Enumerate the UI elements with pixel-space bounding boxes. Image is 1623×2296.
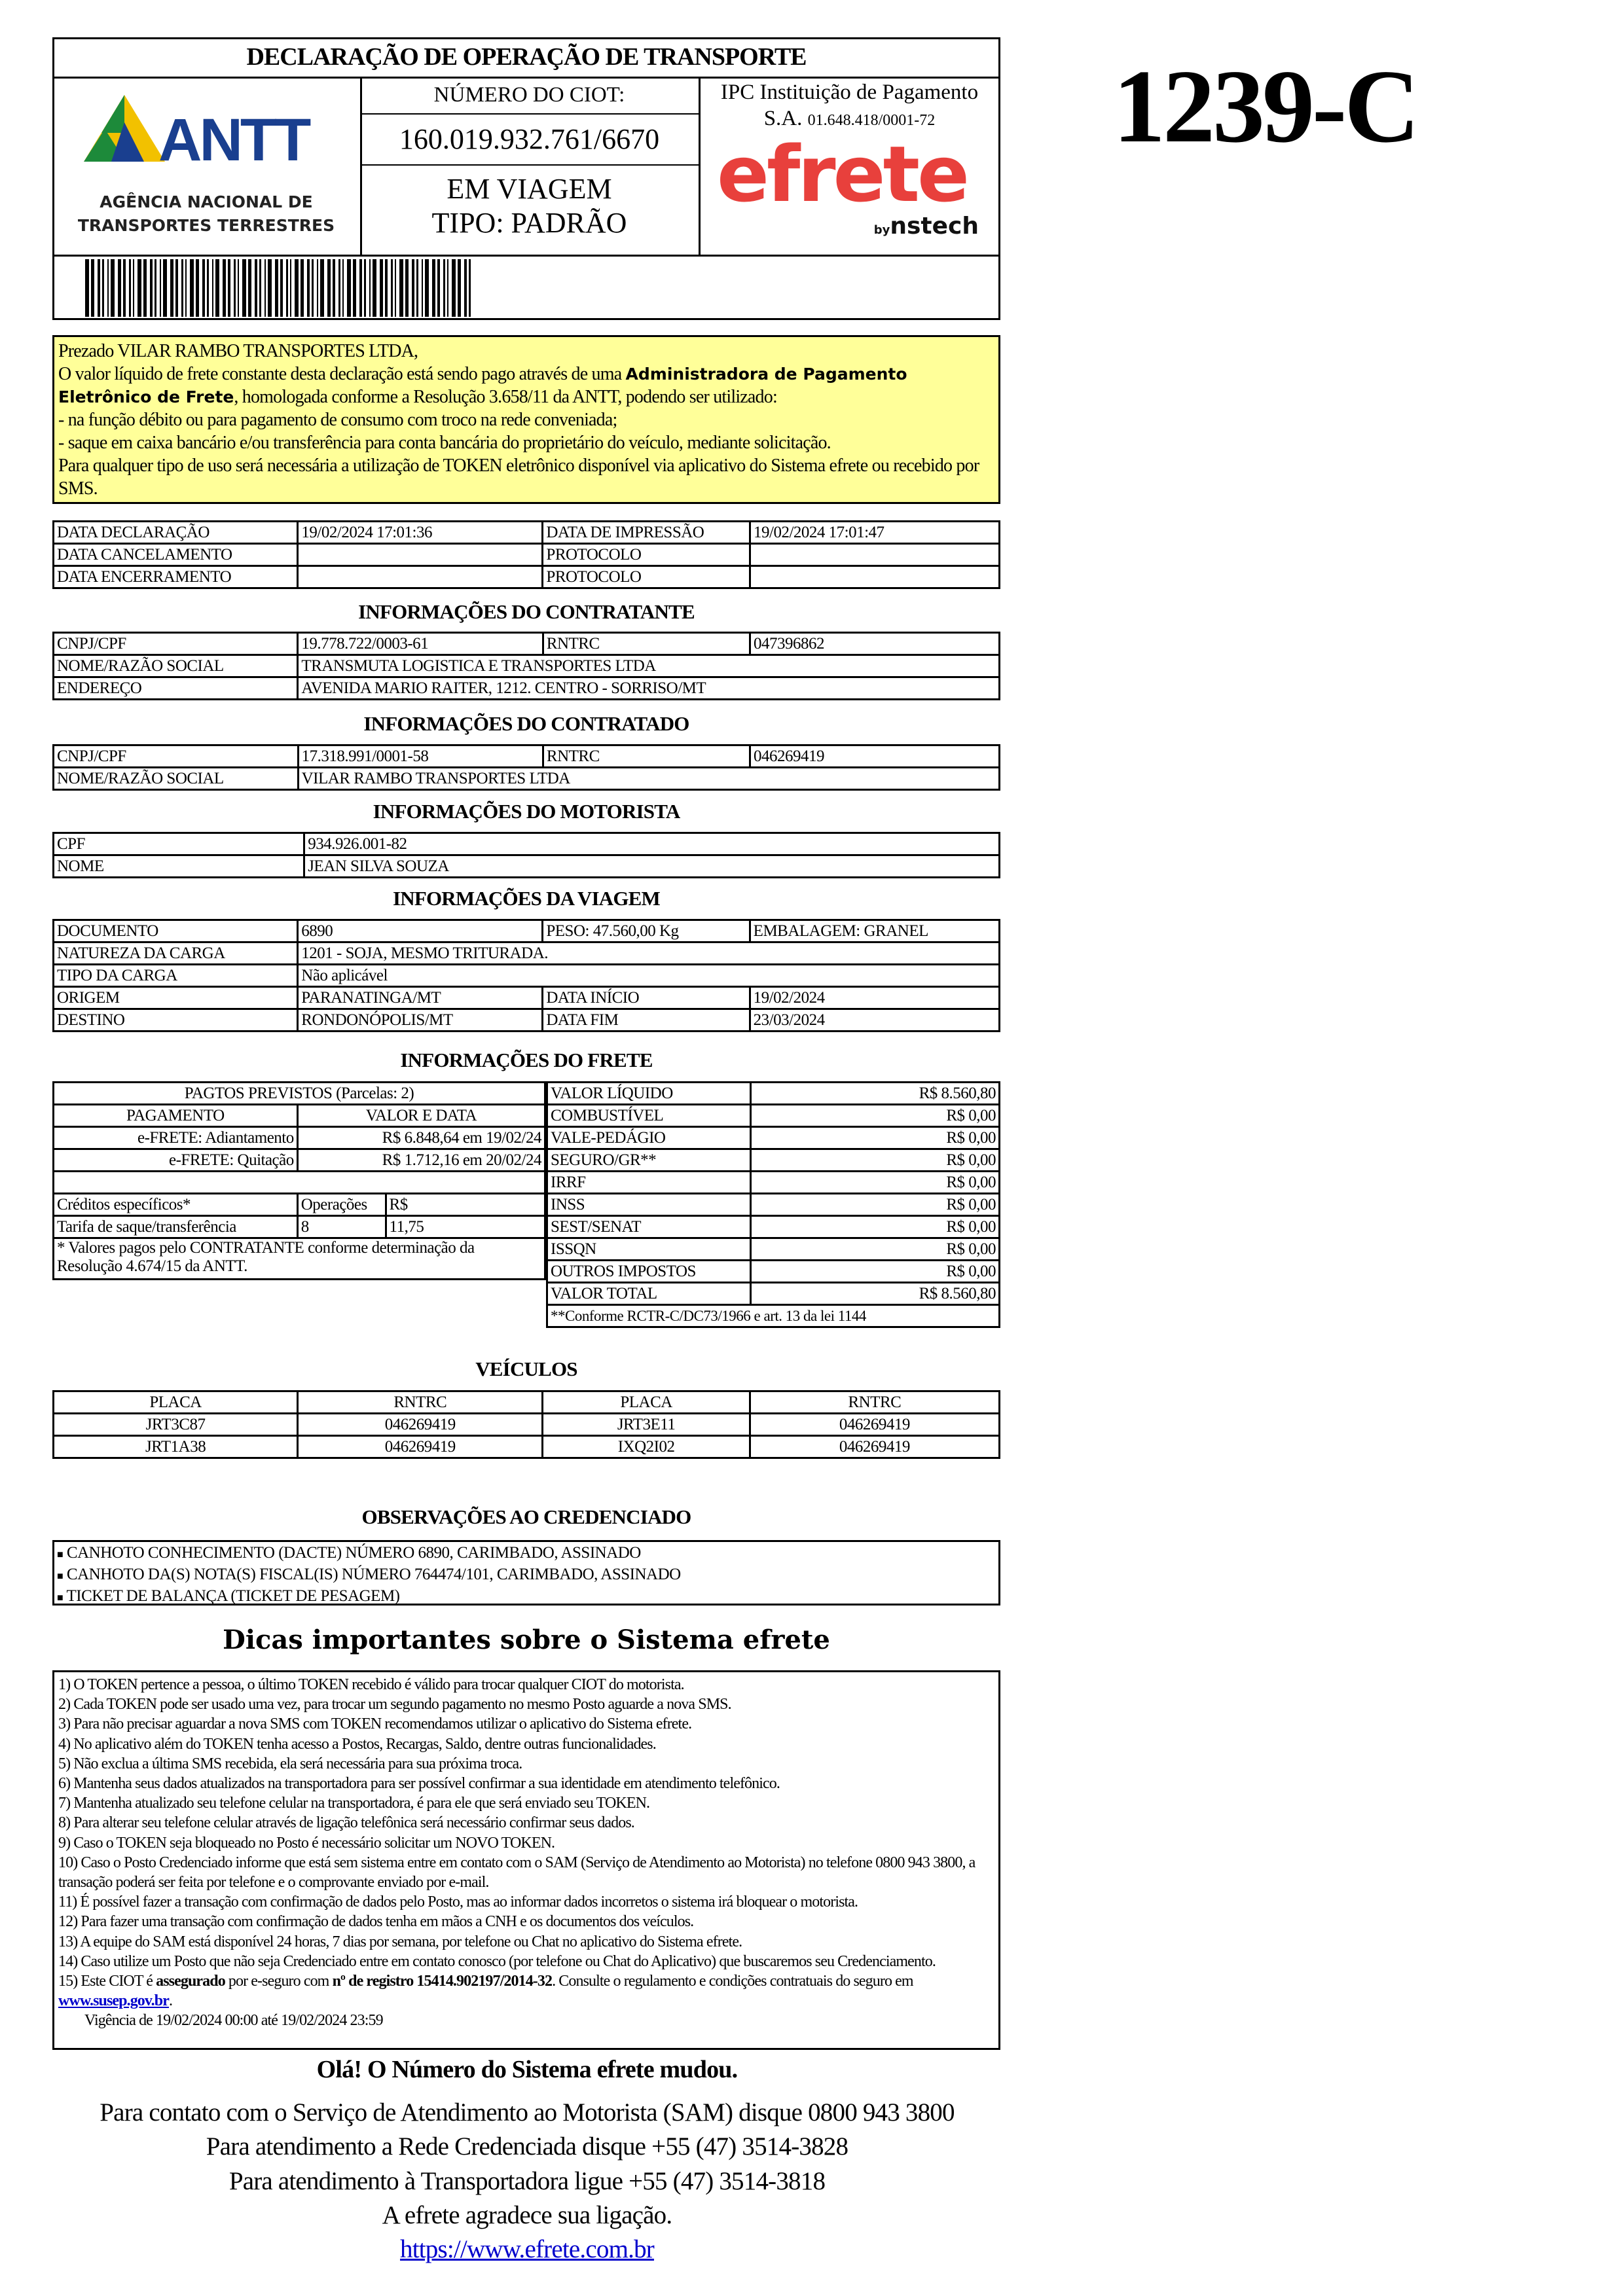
- barcode-bar: [416, 259, 418, 317]
- section-title-motorista: INFORMAÇÕES DO MOTORISTA: [373, 800, 680, 823]
- table-cell: VILAR RAMBO TRANSPORTES LTDA: [298, 768, 999, 790]
- table-row: [54, 1127, 545, 1149]
- ciot-number: 160.019.932.761/6670: [360, 115, 699, 166]
- table-cell: **Conforme RCTR-C/DC73/1966 e art. 13 da lei 1144: [547, 1305, 1000, 1327]
- observacoes-box: [52, 1540, 1000, 1605]
- list-item: ■ TICKET DE BALANÇA (TICKET DE PESAGEM): [57, 1587, 400, 1605]
- table-cell: OUTROS IMPOSTOS: [547, 1261, 751, 1283]
- table-cell: 047396862: [750, 633, 999, 655]
- table-row: [54, 677, 1000, 700]
- list-item: 3) Para não precisar aguardar a nova SMS com TOKEN recomendamos utilizar o aplicativo do Sistema efrete.: [58, 1715, 692, 1733]
- ipc-panel: [699, 77, 1000, 255]
- table-row: [547, 1194, 1000, 1216]
- table-cell: [750, 566, 1000, 588]
- list-item: 9) Caso o TOKEN seja bloqueado no Posto é necessário solicitar um NOVO TOKEN.: [58, 1834, 555, 1852]
- table-cell: Créditos específicos*: [54, 1194, 298, 1216]
- footer-headline: Olá! O Número do Sistema efrete mudou.: [316, 2056, 738, 2083]
- table-cell: R$ 8.560,80: [751, 1083, 1000, 1105]
- table-cell: R$ 1.712,16 em 20/02/24: [297, 1149, 545, 1172]
- barcode-bar: [422, 259, 423, 317]
- barcode-bar: [175, 259, 178, 317]
- table-cell: CNPJ/CPF: [54, 745, 299, 768]
- ciot-panel: [360, 77, 701, 255]
- table-row: [547, 1261, 1000, 1283]
- barcode-bar: [107, 259, 109, 317]
- veiculos-table: [52, 1390, 1000, 1459]
- table-cell: JEAN SILVA SOUZA: [304, 855, 1000, 878]
- table-row: [547, 1305, 1000, 1327]
- table-cell: DATA INÍCIO: [543, 987, 750, 1009]
- table-row: [54, 1149, 545, 1172]
- barcode-bar: [150, 259, 153, 317]
- barcode-bar: [123, 259, 126, 317]
- table-row: [54, 920, 1000, 942]
- section-title-observacoes: OBSERVAÇÕES AO CREDENCIADO: [361, 1505, 691, 1528]
- barcode-bar: [286, 259, 288, 317]
- table-row: [54, 655, 1000, 677]
- table-cell: 19/02/2024 17:01:36: [298, 522, 543, 544]
- table-cell: 046269419: [298, 1414, 543, 1436]
- table-cell: VALOR TOTAL: [547, 1283, 751, 1305]
- barcode-bar: [307, 259, 310, 317]
- table-cell: RONDONÓPOLIS/MT: [298, 1009, 543, 1031]
- table-row: [547, 1149, 1000, 1172]
- efrete-website-link[interactable]: https://www.efrete.com.br: [400, 2235, 654, 2263]
- barcode-bar: [364, 259, 366, 317]
- ipc-name: IPC Instituição de Pagamento: [720, 81, 979, 104]
- list-item: 1) O TOKEN pertence a pessoa, o último TOKEN recebido é válido para trocar qualquer CIOT do motorista.: [58, 1676, 684, 1693]
- table-cell: PARANATINGA/MT: [298, 987, 543, 1009]
- list-item: 12) Para fazer uma transação com confirmação de dados tenha em mãos a CNH e os documentos dos veículos.: [58, 1913, 694, 1931]
- barcode-bar: [223, 259, 226, 317]
- table-cell: [750, 544, 1000, 566]
- list-item: 5) Não exclua a última SMS recebida, ela será necessária para sua próxima troca.: [58, 1755, 522, 1772]
- barcode-bar: [228, 259, 230, 317]
- table-cell: IXQ2I02: [543, 1436, 750, 1458]
- list-item: 2) Cada TOKEN pode ser usado uma vez, para trocar um segundo pagamento no mesmo Posto aguarde a nova SMS.: [58, 1696, 731, 1713]
- barcode-bar: [447, 259, 448, 317]
- barcode-bar: [111, 259, 115, 317]
- section-title-contratante: INFORMAÇÕES DO CONTRATANTE: [358, 600, 695, 623]
- table-cell: [298, 566, 543, 588]
- table-cell: EMBALAGEM: GRANEL: [750, 920, 999, 942]
- table-cell: R$ 8.560,80: [751, 1283, 1000, 1305]
- table-cell: 8: [297, 1216, 386, 1238]
- table-cell: PLACA: [543, 1391, 750, 1414]
- svg-text:TRANSPORTES TERRESTRES: TRANSPORTES TERRESTRES: [77, 216, 335, 235]
- barcode-bar: [118, 259, 121, 317]
- ciot-label: NÚMERO DO CIOT:: [360, 77, 699, 115]
- valores-table: [546, 1081, 1000, 1328]
- table-cell: VALE-PEDÁGIO: [547, 1127, 751, 1149]
- barcode-bar: [399, 259, 403, 317]
- table-row: [54, 1391, 1000, 1414]
- barcode-bar: [170, 259, 173, 317]
- table-cell: PAGTOS PREVISTOS (Parcelas: 2): [54, 1083, 545, 1105]
- barcode-bar: [290, 259, 291, 317]
- table-row: [547, 1216, 1000, 1238]
- document-title: DECLARAÇÃO DE OPERAÇÃO DE TRANSPORTE: [52, 37, 1000, 79]
- ipc-line2: S.A. 01.648.418/0001-72: [763, 107, 936, 130]
- table-cell: COMBUSTÍVEL: [547, 1105, 751, 1127]
- table-cell: R$ 0,00: [751, 1127, 1000, 1149]
- barcode-bar: [242, 259, 246, 317]
- table-cell: Não aplicável: [298, 965, 1000, 987]
- table-cell: 19.778.722/0003-61: [298, 633, 543, 655]
- barcode-bar: [133, 259, 134, 317]
- notice-item: - saque em caixa bancário e/ou transferência para conta bancária do proprietário do veículo, mediante solicitação.: [58, 433, 831, 453]
- notice-paragraph: O valor líquido de frete constante desta declaração está sendo pago através de uma Administradora de Pagamento Eletrônico de Frete, homologada conforme a Resolução 3.658/11 da ANTT, podendo ser utilizado:: [58, 364, 907, 407]
- barcode-bar: [259, 259, 261, 317]
- barcode-bar: [437, 259, 440, 317]
- footer-transportadora: Para atendimento à Transportadora ligue +55 (47) 3514-3818: [228, 2167, 826, 2195]
- barcode-bar: [359, 259, 362, 317]
- table-cell: DATA CANCELAMENTO: [54, 544, 298, 566]
- table-row: [54, 1172, 545, 1194]
- table-cell: TIPO DA CARGA: [54, 965, 298, 987]
- table-cell: R$ 0,00: [751, 1216, 1000, 1238]
- susep-link[interactable]: www.susep.gov.br: [58, 1992, 169, 2010]
- barcode-panel: [52, 255, 1000, 322]
- barcode-bar: [238, 259, 239, 317]
- table-row: [54, 942, 1000, 965]
- table-cell: INSS: [547, 1194, 751, 1216]
- ciot-status: EM VIAGEM: [447, 173, 612, 205]
- table-cell: JRT1A38: [54, 1436, 298, 1458]
- table-cell: ISSQN: [547, 1238, 751, 1261]
- square-bullet-icon: ■: [57, 1592, 64, 1604]
- table-row: [54, 987, 1000, 1009]
- table-cell: Tarifa de saque/transferência: [54, 1216, 298, 1238]
- barcode-bar: [163, 259, 167, 317]
- barcode-bar: [207, 259, 209, 317]
- efrete-logo: efrete bynstech: [717, 129, 979, 240]
- square-bullet-icon: ■: [57, 1571, 64, 1582]
- table-cell: CPF: [54, 833, 304, 855]
- table-row: [54, 1238, 545, 1280]
- motorista-table: [52, 832, 1000, 878]
- barcode-bar: [137, 259, 141, 317]
- table-cell: SEST/SENAT: [547, 1216, 751, 1238]
- barcode-bar: [338, 259, 340, 317]
- table-cell: 23/03/2024: [750, 1009, 999, 1031]
- footer-rede: Para atendimento a Rede Credenciada disque +55 (47) 3514-3828: [206, 2132, 848, 2161]
- notice-greeting: Prezado VILAR RAMBO TRANSPORTES LTDA,: [58, 341, 418, 361]
- table-row: [54, 1105, 545, 1127]
- table-cell: ENDEREÇO: [54, 677, 298, 700]
- antt-logo: [52, 77, 360, 255]
- table-row: [54, 1436, 1000, 1458]
- barcode-bar: [301, 259, 304, 317]
- barcode-bar: [275, 259, 278, 317]
- section-title-frete: INFORMAÇÕES DO FRETE: [400, 1049, 653, 1071]
- barcode-bar: [347, 259, 351, 317]
- table-row: [547, 1105, 1000, 1127]
- table-cell: TRANSMUTA LOGISTICA E TRANSPORTES LTDA: [298, 655, 1000, 677]
- table-cell: DATA FIM: [543, 1009, 750, 1031]
- table-cell: 19/02/2024: [750, 987, 999, 1009]
- barcode-bar: [196, 259, 199, 317]
- table-cell: PESO: 47.560,00 Kg: [543, 920, 750, 942]
- barcode-bar: [160, 259, 161, 317]
- barcode-bar: [391, 259, 393, 317]
- notice-item: Para qualquer tipo de uso será necessária a utilização de TOKEN eletrônico disponível via aplicativo do Sistema efrete ou recebido por SMS.: [58, 456, 979, 499]
- section-title-contratado: INFORMAÇÕES DO CONTRATADO: [363, 712, 689, 735]
- list-item: ■ CANHOTO CONHECIMENTO (DACTE) NÚMERO 6890, CARIMBADO, ASSINADO: [57, 1544, 641, 1562]
- barcode-bar: [85, 259, 89, 317]
- table-cell: 046269419: [298, 1436, 543, 1458]
- table-cell: DESTINO: [54, 1009, 298, 1031]
- table-cell: 046269419: [750, 1414, 999, 1436]
- table-row: [54, 833, 1000, 855]
- barcode-bar: [91, 259, 94, 317]
- table-cell: VALOR LÍQUIDO: [547, 1083, 751, 1105]
- barcode-bar: [432, 259, 435, 317]
- table-row: [547, 1127, 1000, 1149]
- contratado-table: [52, 744, 1000, 791]
- barcode-bar: [452, 259, 456, 317]
- barcode-bar: [264, 259, 266, 317]
- barcode-bar: [143, 259, 147, 317]
- barcode-bar: [102, 259, 104, 317]
- table-cell: e-FRETE: Quitação: [54, 1149, 298, 1172]
- barcode-bar: [412, 259, 414, 317]
- dates-table: [52, 520, 1000, 589]
- table-row: [54, 1216, 545, 1238]
- table-row: [54, 633, 1000, 655]
- barcode-bar: [373, 259, 376, 317]
- barcode-bar: [395, 259, 396, 317]
- table-row: [54, 544, 1000, 566]
- table-cell: NOME: [54, 855, 304, 878]
- table-cell: DOCUMENTO: [54, 920, 298, 942]
- table-cell: 17.318.991/0001-58: [298, 745, 543, 768]
- list-item: 13) A equipe do SAM está disponível 24 horas, 7 dias por semana, por telefone ou Chat no aplicativo do Sistema efrete.: [58, 1933, 742, 1950]
- barcode-bar: [312, 259, 314, 317]
- table-row: [54, 522, 1000, 544]
- barcode-bar: [295, 259, 299, 317]
- table-cell: CNPJ/CPF: [54, 633, 298, 655]
- contratante-table: [52, 632, 1000, 700]
- section-title-viagem: INFORMAÇÕES DA VIAGEM: [392, 887, 661, 910]
- table-row: [547, 1283, 1000, 1305]
- table-cell: DATA ENCERRAMENTO: [54, 566, 298, 588]
- table-cell: IRRF: [547, 1172, 751, 1194]
- barcode-bar: [248, 259, 251, 317]
- table-row: [54, 768, 1000, 790]
- footer-sam: Para contato com o Serviço de Atendimento ao Motorista (SAM) disque 0800 943 3800: [100, 2098, 955, 2126]
- table-cell: PROTOCOLO: [543, 544, 750, 566]
- list-item: 11) É possível fazer a transação com confirmação de dados pelo Posto, mas ao informar dados incorretos o sistema irá bloquear o motorista.: [58, 1893, 858, 1911]
- barcode-bar: [353, 259, 356, 317]
- table-cell: RNTRC: [298, 1391, 543, 1414]
- barcode-bar: [255, 259, 257, 317]
- table-row: [547, 1238, 1000, 1261]
- table-cell: R$ 0,00: [751, 1261, 1000, 1283]
- table-row: [547, 1083, 1000, 1105]
- table-cell: * Valores pagos pelo CONTRATANTE conforme determinação da Resolução 4.674/15 da ANTT.: [54, 1238, 545, 1280]
- table-cell: RNTRC: [750, 1391, 999, 1414]
- barcode-bar: [202, 259, 205, 317]
- barcode-bar: [234, 259, 236, 317]
- table-cell: JRT3E11: [543, 1414, 750, 1436]
- barcode-bar: [380, 259, 383, 317]
- table-cell: 11,75: [386, 1216, 545, 1238]
- table-row: [54, 965, 1000, 987]
- table-cell: R$ 0,00: [751, 1172, 1000, 1194]
- table-cell: R$ 0,00: [751, 1238, 1000, 1261]
- table-cell: 046269419: [750, 1436, 999, 1458]
- table-cell: 046269419: [750, 745, 1000, 768]
- barcode-bar: [443, 259, 445, 317]
- table-cell: NOME/RAZÃO SOCIAL: [54, 768, 299, 790]
- barcode-bar: [268, 259, 272, 317]
- table-row: [54, 1083, 545, 1105]
- table-row: [54, 1414, 1000, 1436]
- dicas-title: Dicas importantes sobre o Sistema efrete: [223, 1624, 830, 1655]
- table-cell: Operações: [297, 1194, 386, 1216]
- table-cell: 6890: [298, 920, 543, 942]
- table-cell: VALOR E DATA: [297, 1105, 545, 1127]
- barcode-bar: [98, 259, 100, 317]
- table-cell: PROTOCOLO: [543, 566, 750, 588]
- barcode-bar: [190, 259, 194, 317]
- antt-logo-panel: [52, 77, 362, 255]
- table-cell: SEGURO/GR**: [547, 1149, 751, 1172]
- table-cell: R$ 0,00: [751, 1194, 1000, 1216]
- table-row: [54, 1194, 545, 1216]
- barcode-bar: [280, 259, 283, 317]
- section-title-veiculos: VEÍCULOS: [475, 1357, 577, 1380]
- list-item: 10) Caso o Posto Credenciado informe que está sem sistema entre em contato com o SAM (Serviço de Atendimento ao Motorista) no telefone 0800 943 3800, a transação poderá ser feita por telefone e o comprovante enviado por e-mail.: [58, 1854, 976, 1892]
- table-cell: [298, 544, 543, 566]
- barcode-bar: [185, 259, 187, 317]
- table-cell: 19/02/2024 17:01:47: [750, 522, 1000, 544]
- barcode-bar: [405, 259, 409, 317]
- table-cell: 934.926.001-82: [304, 833, 1000, 855]
- barcode-bar: [342, 259, 344, 317]
- barcode-bar: [458, 259, 461, 317]
- barcode-bar: [333, 259, 335, 317]
- barcode-bar: [385, 259, 388, 317]
- barcode-bar: [464, 259, 467, 317]
- barcode-bar: [155, 259, 156, 317]
- pagamentos-table: [52, 1081, 546, 1280]
- ciot-type: TIPO: PADRÃO: [431, 207, 627, 239]
- barcode-bar: [212, 259, 213, 317]
- table-cell: PLACA: [54, 1391, 298, 1414]
- antt-logo-text: ANTT: [158, 107, 309, 173]
- list-item: 14) Caso utilize um Posto que não seja Credenciado entre em contato conosco (por telefone ou Chat do Aplicativo) que buscaremos seu Credenciamento.: [58, 1952, 936, 1970]
- list-item: ■ CANHOTO DA(S) NOTA(S) FISCAL(IS) NÚMERO 764474/101, CARIMBADO, ASSINADO: [57, 1566, 681, 1583]
- table-cell: NOME/RAZÃO SOCIAL: [54, 655, 298, 677]
- barcode-bar: [369, 259, 371, 317]
- barcode-bar: [215, 259, 219, 317]
- table-cell: R$ 0,00: [751, 1149, 1000, 1172]
- barcode-bar: [469, 259, 471, 317]
- vigencia: Vigência de 19/02/2024 00:00 até 19/02/2024 23:59: [84, 2012, 383, 2030]
- barcode-bar: [425, 259, 429, 317]
- table-cell: DATA DECLARAÇÃO: [54, 522, 298, 544]
- barcode-bar: [320, 259, 324, 317]
- barcode-bar: [327, 259, 331, 317]
- svg-text:AGÊNCIA NACIONAL DE: AGÊNCIA NACIONAL DE: [100, 192, 313, 211]
- table-row: [54, 566, 1000, 588]
- table-cell: R$ 0,00: [751, 1105, 1000, 1127]
- table-cell: PAGAMENTO: [54, 1105, 298, 1127]
- table-cell: DATA DE IMPRESSÃO: [543, 522, 750, 544]
- table-row: [54, 745, 1000, 768]
- table-cell: JRT3C87: [54, 1414, 298, 1436]
- footer-thanks: A efrete agradece sua ligação.: [382, 2201, 672, 2229]
- barcode-bar: [129, 259, 131, 317]
- viagem-table: [52, 919, 1000, 1032]
- table-cell: RNTRC: [543, 745, 750, 768]
- table-cell: AVENIDA MARIO RAITER, 1212. CENTRO - SORRISO/MT: [298, 677, 1000, 700]
- table-cell: ORIGEM: [54, 987, 298, 1009]
- list-item: 15) Este CIOT é assegurado por e-seguro com nº de registro 15414.902197/2014-32. Consulte o regulamento e condições contratuais do seguro em www.susep.gov.br.: [58, 1973, 913, 2010]
- barcode: [85, 259, 478, 318]
- list-item: 6) Mantenha seus dados atualizados na transportadora para ser possível confirmar a sua identidade em atendimento telefônico.: [58, 1775, 780, 1793]
- table-cell: [54, 1172, 545, 1194]
- document-code: 1239-C: [1113, 48, 1417, 164]
- table-cell: R$: [386, 1194, 545, 1216]
- table-cell: R$ 6.848,64 em 19/02/24: [297, 1127, 545, 1149]
- table-row: [547, 1172, 1000, 1194]
- barcode-bar: [181, 259, 183, 317]
- table-row: [54, 855, 1000, 878]
- table-cell: NATUREZA DA CARGA: [54, 942, 298, 965]
- table-row: [54, 1009, 1000, 1031]
- table-cell: RNTRC: [543, 633, 750, 655]
- barcode-bar: [317, 259, 318, 317]
- list-item: 4) No aplicativo além do TOKEN tenha acesso a Postos, Recargas, Saldo, dentre outras funcionalidades.: [58, 1735, 656, 1753]
- dicas-box: [52, 1670, 1000, 2050]
- list-item: 8) Para alterar seu telefone celular através de ligação telefônica será necessário confirmar seus dados.: [58, 1814, 634, 1832]
- list-item: 7) Mantenha atualizado seu telefone celular na transportadora, é para ele que será enviado seu TOKEN.: [58, 1795, 650, 1812]
- table-cell: e-FRETE: Adiantamento: [54, 1127, 298, 1149]
- notice-item: - na função débito ou para pagamento de consumo com troco na rede conveniada;: [58, 410, 617, 430]
- table-cell: 1201 - SOJA, MESMO TRITURADA.: [298, 942, 1000, 965]
- payment-notice: [52, 335, 1000, 504]
- square-bullet-icon: ■: [57, 1549, 64, 1560]
